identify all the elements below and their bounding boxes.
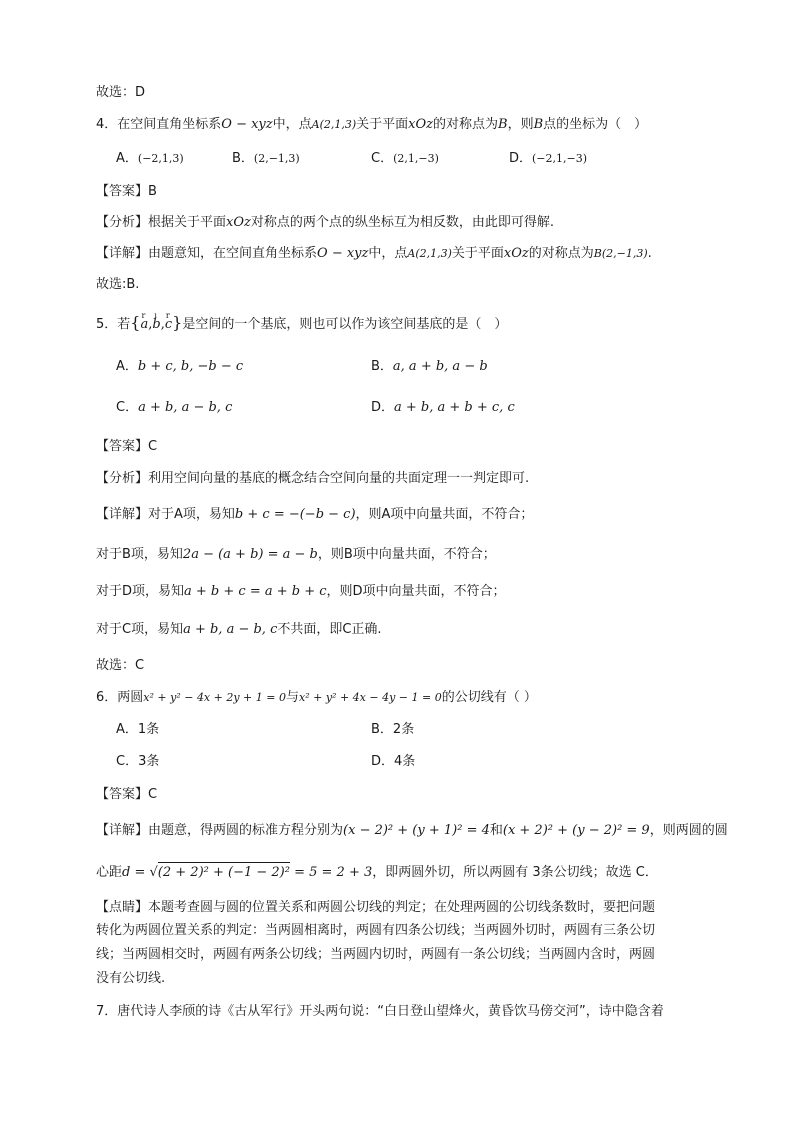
q5-detail-a: 【详解】对于A项，易知b + c = −(−b − c)，则A项中向量共面，不符合；	[96, 507, 534, 522]
q6-detail-2: 心距d = √(2 + 2)² + (−1 − 2)² = 5 = 2 + 3，即两圆外切，所以两圆有 3条公切线；故选 C．	[96, 862, 658, 882]
q5-detail-c: 对于C项，易知a + b, a − b, c不共面，即C正确.	[96, 622, 382, 637]
q6-detail-1: 【详解】由题意，得两圆的标准方程分别为(x − 2)² + (y + 1)² = 4和(x + 2)² + (y − 2)² = 9，则两圆的圆	[96, 823, 728, 838]
q4-option-a: A．(−2,1,3)	[116, 151, 184, 166]
q4-option-d: D．(−2,1,−3)	[509, 151, 588, 166]
q6-option-c: C．3条	[116, 754, 160, 769]
question-5-stem: 5．若{r a,ı b,r c}是空间的一个基底，则也可以作为该空间基底的是（ ）	[96, 314, 507, 334]
q5-analysis: 【分析】利用空间向量的基底的概念结合空间向量的共面定理一一判定即可.	[96, 471, 530, 486]
q6-remark-2: 转化为两圆位置关系的判定：当两圆相离时，两圆有四条公切线；当两圆外切时，两圆有三条公切	[96, 923, 656, 938]
q5-option-b: B．a, a + b, a − b	[371, 359, 488, 374]
q6-answer: 【答案】C	[96, 787, 158, 802]
answer-select-3: 故选：D	[96, 85, 146, 100]
q5-option-c: C．a + b, a − b, c	[116, 400, 233, 415]
q6-option-d: D．4条	[371, 754, 416, 769]
q5-select: 故选：C	[96, 658, 145, 673]
q5-detail-b: 对于B项，易知2a − (a + b) = a − b，则B项中向量共面，不符合；	[96, 547, 496, 562]
q4-analysis: 【分析】根据关于平面xOz对称点的两个点的纵坐标互为相反数，由此即可得解.	[96, 215, 555, 230]
q5-answer: 【答案】C	[96, 439, 158, 454]
q6-option-a: A．1条	[116, 722, 160, 737]
q6-remark-4: 没有公切线.	[96, 971, 166, 986]
q4-answer: 【答案】B	[96, 184, 157, 199]
question-7-stem: 7．唐代诗人李颀的诗《古从军行》开头两句说：“白日登山望烽火，黄昏饮马傍交河”，诗中隐含着	[96, 1004, 664, 1019]
q4-option-b: B．(2,−1,3)	[232, 151, 300, 166]
q5-option-a: A．b + c, b, −b − c	[116, 359, 244, 374]
question-4-stem: 4．在空间直角坐标系O − xyz中，点A(2,1,3)关于平面xOz的对称点为B，则B点的坐标为（ ）	[96, 117, 648, 132]
q6-remark-1: 【点睛】本题考查圆与圆的位置关系和两圆公切线的判定；在处理两圆的公切线条数时，要把问题	[96, 900, 656, 915]
q4-option-c: C．(2,1,−3)	[371, 151, 439, 166]
q5-detail-d: 对于D项，易知a + b + c = a + b + c，则D项中向量共面，不符合；	[96, 584, 506, 599]
question-6-stem: 6．两圆x² + y² − 4x + 2y + 1 = 0与x² + y² + 4x − 4y − 1 = 0的公切线有（ ）	[96, 690, 537, 705]
q4-select: 故选:B.	[96, 277, 140, 292]
q5-option-d: D．a + b, a + b + c, c	[371, 400, 515, 415]
q6-option-b: B．2条	[371, 722, 415, 737]
q4-detail: 【详解】由题意知，在空间直角坐标系O − xyz中，点A(2,1,3)关于平面xOz的对称点为B(2,−1,3).	[96, 246, 652, 261]
q6-remark-3: 线；当两圆相交时，两圆有两条公切线；当两圆内切时，两圆有一条公切线；当两圆内含时，两圆	[96, 947, 656, 962]
